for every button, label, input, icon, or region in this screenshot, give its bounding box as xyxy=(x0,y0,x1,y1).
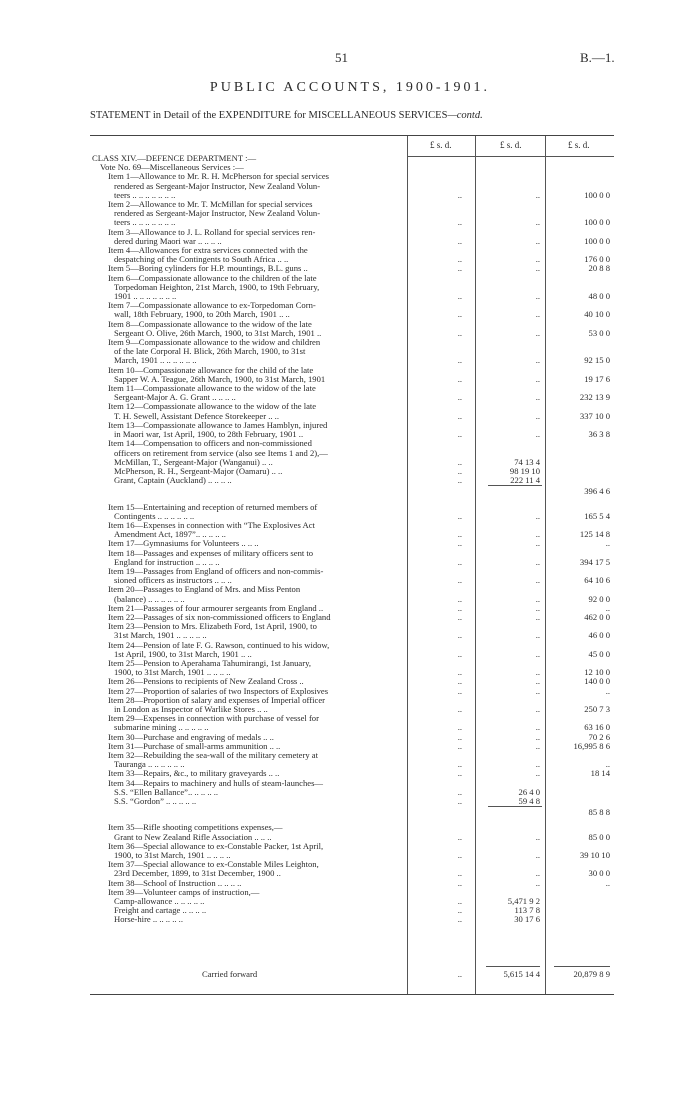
row-amount-c3: 176 0 0 xyxy=(584,254,610,265)
row-amount-c1: .. xyxy=(457,796,462,807)
row-amount-c2: 30 17 6 xyxy=(514,914,540,925)
row-amount-c1: .. xyxy=(457,291,462,302)
row-amount-c2: .. xyxy=(535,731,540,742)
row-amount-c2: .. xyxy=(535,410,540,421)
row-amount-c3: 85 0 0 xyxy=(588,831,610,842)
row-amount-c3: 396 4 6 xyxy=(584,486,610,497)
row-description: Item 30—Purchase and engraving of medals .. .. xyxy=(108,732,274,742)
table-row xyxy=(92,292,614,301)
table-row xyxy=(92,430,614,439)
row-amount-c3: 39 10 10 xyxy=(579,850,610,861)
row-description: Sergeant O. Olive, 26th March, 1900, to 31st March, 1901 .. xyxy=(114,328,322,338)
row-description: Item 13—Compassionate allowance to James Hamblyn, injured xyxy=(108,420,328,430)
row-description: Vote No. 69—Miscellaneous Services :— xyxy=(100,163,244,173)
row-description: McMillan, T., Sergeant-Major (Wanganui) .. .. xyxy=(114,457,273,467)
row-description: McPherson, R. H., Sergeant-Major (Oamaru) .. .. xyxy=(114,466,283,476)
table-row xyxy=(92,264,614,273)
row-amount-c2: .. xyxy=(535,703,540,714)
total-rule xyxy=(554,966,610,967)
row-amount-c2: .. xyxy=(535,602,540,613)
row-description: Item 14—Compensation to officers and non-commissioned xyxy=(108,439,312,449)
row-description: sioned officers as instructors .. .. .. xyxy=(114,576,232,586)
row-amount-c2: 98 19 10 xyxy=(509,465,540,476)
row-amount-c1: .. xyxy=(457,896,462,907)
table-row xyxy=(92,769,614,778)
page-reference: B.—1. xyxy=(580,50,615,65)
row-amount-c2: .. xyxy=(535,538,540,549)
row-amount-c2: 59 4 8 xyxy=(518,796,540,807)
row-amount-c1: .. xyxy=(457,611,462,622)
row-description: Item 36—Special allowance to ex-Constable Packer, 1st April, xyxy=(108,841,324,851)
row-amount-c1: .. xyxy=(457,868,462,879)
row-description: Sergeant-Major A. G. Grant .. .. .. .. xyxy=(114,393,236,403)
table-row xyxy=(92,329,614,338)
row-amount-c3: 85 8 8 xyxy=(588,807,610,818)
row-description: despatching of the Contingents to South Africa .. .. xyxy=(114,255,289,265)
row-amount-c1: .. xyxy=(457,722,462,733)
row-description: Item 24—Pension of late F. G. Rawson, continued to his widow, xyxy=(108,640,330,650)
row-description: Item 19—Passages from England of officers and non-commis- xyxy=(108,566,324,576)
row-amount-c1: .. xyxy=(457,429,462,440)
row-description: Freight and cartage .. .. .. .. xyxy=(114,906,207,916)
table-row xyxy=(92,356,614,365)
row-description: Item 3—Allowance to J. L. Rolland for special services ren- xyxy=(108,227,316,237)
row-amount-c1: .. xyxy=(457,327,462,338)
table-row xyxy=(92,375,614,384)
row-description: Grant, Captain (Auckland) .. .. .. .. xyxy=(114,476,232,486)
row-description: Item 15—Entertaining and reception of returned members of xyxy=(108,502,318,512)
row-amount-c1: .. xyxy=(457,189,462,200)
row-amount-c3: 48 0 0 xyxy=(588,291,610,302)
row-amount-c1: .. xyxy=(457,254,462,265)
row-description: March, 1901 .. .. .. .. .. .. xyxy=(114,356,197,366)
row-description: of the late Corporal H. Blick, 26th March, 1900, to 31st xyxy=(114,347,306,357)
table-row xyxy=(92,879,614,888)
row-amount-c1: .. xyxy=(457,602,462,613)
table-row xyxy=(92,833,614,842)
table-row xyxy=(92,558,614,567)
table-row xyxy=(92,851,614,860)
row-amount-c3: 19 17 6 xyxy=(584,373,610,384)
row-description: Item 29—Expenses in connection with purchase of vessel for xyxy=(108,714,319,724)
table-row xyxy=(92,613,614,622)
row-amount-c1: .. xyxy=(457,355,462,366)
subtitle-text: STATEMENT in Detail of the EXPENDITURE for MISCELLANEOUS SERVICES xyxy=(90,110,448,121)
table-row xyxy=(92,476,614,485)
carried-forward-col2: 5,615 14 4 xyxy=(503,969,540,979)
row-description: Item 27—Proportion of salaries of two Inspectors of Explosives xyxy=(108,686,329,696)
row-amount-c3: .. xyxy=(605,602,610,613)
row-amount-c3: 18 14 xyxy=(590,768,610,779)
row-description xyxy=(92,808,426,817)
table-row xyxy=(92,915,614,924)
row-amount-c2: .. xyxy=(535,630,540,641)
row-amount-c1: .. xyxy=(457,392,462,403)
table-row xyxy=(92,172,614,181)
row-description: Item 31—Purchase of small-arms ammunition .. .. xyxy=(108,741,281,751)
row-amount-c2: .. xyxy=(535,611,540,622)
row-amount-c2: .. xyxy=(535,868,540,879)
row-amount-c3: 63 16 0 xyxy=(584,722,610,733)
row-amount-c1: .. xyxy=(457,263,462,274)
row-amount-c3: 125 14 8 xyxy=(579,529,610,540)
row-amount-c1: .. xyxy=(457,905,462,916)
table-row xyxy=(92,687,614,696)
row-amount-c2: 74 13 4 xyxy=(514,456,540,467)
row-amount-c2: .. xyxy=(535,429,540,440)
table-row xyxy=(92,539,614,548)
row-amount-c1: .. xyxy=(457,309,462,320)
column-header-3: £ s. d. xyxy=(568,140,590,150)
row-amount-c2: 5,471 9 2 xyxy=(507,896,540,907)
row-description: submarine mining .. .. .. .. .. xyxy=(114,723,209,733)
row-description: Item 10—Compassionate allowance for the child of the late xyxy=(108,365,314,375)
document-title: PUBLIC ACCOUNTS, 1900-1901. xyxy=(209,80,491,95)
row-description: Grant to New Zealand Rifle Association .. .. .. xyxy=(114,832,272,842)
statement-subtitle xyxy=(90,110,483,121)
subtotal-rule xyxy=(488,806,542,807)
row-amount-c2: .. xyxy=(535,593,540,604)
row-amount-c3: 64 10 6 xyxy=(584,575,610,586)
row-amount-c2: .. xyxy=(535,254,540,265)
row-description: Camp-allowance .. .. .. .. .. xyxy=(114,897,205,907)
table-row xyxy=(92,797,614,806)
row-amount-c2: .. xyxy=(535,217,540,228)
row-amount-c3: 462 0 0 xyxy=(584,611,610,622)
row-description: rendered as Sergeant-Major Instructor, New Zealand Volun- xyxy=(114,209,321,219)
row-amount-c2: 26 4 0 xyxy=(518,786,540,797)
row-amount-c3: 100 0 0 xyxy=(584,189,610,200)
table-row xyxy=(92,742,614,751)
row-amount-c2: .. xyxy=(535,355,540,366)
row-amount-c1: .. xyxy=(457,703,462,714)
row-description: Item 20—Passages to England of Mrs. and Miss Penton xyxy=(108,585,301,595)
row-amount-c3: 16,995 8 6 xyxy=(573,740,610,751)
row-amount-c1: .. xyxy=(457,510,462,521)
table-row xyxy=(92,512,614,521)
row-description: S.S. “Gordon” .. .. .. .. .. xyxy=(114,797,197,807)
row-description: Contingents .. .. .. .. .. .. xyxy=(114,511,195,521)
row-description: 23rd December, 1899, to 31st December, 1900 .. xyxy=(114,869,281,879)
row-amount-c3: 12 10 0 xyxy=(584,667,610,678)
row-description: Sapper W. A. Teague, 26th March, 1900, to 31st March, 1901 xyxy=(114,374,326,384)
row-amount-c3: 100 0 0 xyxy=(584,217,610,228)
row-amount-c2: .. xyxy=(535,648,540,659)
row-amount-c3: 46 0 0 xyxy=(588,630,610,641)
row-amount-c1: .. xyxy=(457,529,462,540)
table-row xyxy=(92,154,614,163)
row-amount-c3: 45 0 0 xyxy=(588,648,610,659)
row-amount-c1: .. xyxy=(457,676,462,687)
row-amount-c1: .. xyxy=(457,593,462,604)
row-amount-c1: .. xyxy=(457,850,462,861)
table-row xyxy=(92,218,614,227)
row-amount-c1: .. xyxy=(457,667,462,678)
row-amount-c3: 92 15 0 xyxy=(584,355,610,366)
row-description: Tauranga .. .. .. .. .. .. xyxy=(114,760,185,770)
row-amount-c2: .. xyxy=(535,373,540,384)
row-amount-c1: .. xyxy=(457,575,462,586)
row-description: Item 23—Pension to Mrs. Elizabeth Ford, 1st April, 1900, to xyxy=(108,622,317,632)
row-amount-c3: 140 0 0 xyxy=(584,676,610,687)
table-row xyxy=(92,237,614,246)
row-amount-c3: 20 8 8 xyxy=(588,263,610,274)
row-amount-c2: .. xyxy=(535,722,540,733)
row-description: S.S. “Ellen Ballance”.. .. .. .. .. xyxy=(114,787,219,797)
row-description: Item 4—Allowances for extra services connected with the xyxy=(108,246,308,256)
row-amount-c1: .. xyxy=(457,373,462,384)
row-description: Item 35—Rifle shooting competitions expenses,— xyxy=(108,823,283,833)
subtotal-rule xyxy=(486,966,540,967)
row-description: Item 28—Proportion of salary and expenses of Imperial officer xyxy=(108,695,326,705)
row-amount-c1: .. xyxy=(457,831,462,842)
row-amount-c2: 222 11 4 xyxy=(510,475,540,486)
row-description: Item 11—Compassionate allowance to the widow of the late xyxy=(108,384,316,394)
row-amount-c3: 250 7 3 xyxy=(584,703,610,714)
row-amount-c2: .. xyxy=(535,850,540,861)
row-description: Item 32—Rebuilding the sea-wall of the military cemetery at xyxy=(108,751,319,760)
table-row xyxy=(92,274,614,283)
table-row xyxy=(92,705,614,714)
row-amount-c3: 92 0 0 xyxy=(588,593,610,604)
row-description: Item 2—Allowance to Mr. T. McMillan for special services xyxy=(108,200,313,210)
row-amount-c1: .. xyxy=(457,648,462,659)
table-row xyxy=(92,576,614,585)
row-amount-c1: .. xyxy=(457,538,462,549)
row-amount-c1: .. xyxy=(457,235,462,246)
subtotal-rule xyxy=(488,485,542,486)
row-description: 31st March, 1901 .. .. .. .. .. xyxy=(114,631,207,641)
row-amount-c1: .. xyxy=(457,786,462,797)
row-amount-c3: .. xyxy=(605,685,610,696)
row-amount-c1: .. xyxy=(457,475,462,486)
row-amount-c1: .. xyxy=(457,465,462,476)
row-amount-c2: .. xyxy=(535,667,540,678)
row-description: teers .. .. .. .. .. .. .. xyxy=(114,218,176,228)
row-description: CLASS XIV.—DEFENCE DEPARTMENT :— xyxy=(92,154,257,163)
row-amount-c1: .. xyxy=(457,456,462,467)
table-row xyxy=(92,163,614,172)
table-row xyxy=(92,631,614,640)
carried-forward-row xyxy=(92,970,614,979)
table-row xyxy=(92,310,614,319)
row-amount-c2: .. xyxy=(535,291,540,302)
row-description: T. H. Sewell, Assistant Defence Storekeeper .. .. xyxy=(114,411,279,421)
row-description: Item 25—Pension to Aperahama Tahumirangi, 1st January, xyxy=(108,658,311,668)
row-description: Amendment Act, 1897”.. .. .. .. .. xyxy=(114,530,226,540)
row-amount-c3: 70 2 6 xyxy=(588,731,610,742)
row-amount-c1: .. xyxy=(457,877,462,888)
row-amount-c2: .. xyxy=(535,759,540,770)
row-amount-c1: .. xyxy=(457,556,462,567)
row-amount-c1: .. xyxy=(457,217,462,228)
row-description: teers .. .. .. .. .. .. .. xyxy=(114,190,176,200)
row-amount-c3: 30 0 0 xyxy=(588,868,610,879)
row-description: 1900, to 31st March, 1901 .. .. .. .. xyxy=(114,851,231,861)
row-amount-c3: 394 17 5 xyxy=(579,556,610,567)
row-description: Item 12—Compassionate allowance to the widow of the late xyxy=(108,402,317,412)
row-amount-c3: 232 13 9 xyxy=(579,392,610,403)
row-description: in Maori war, 1st April, 1900, to 28th February, 1901 .. xyxy=(114,430,304,440)
row-amount-c2: .. xyxy=(535,309,540,320)
row-amount-c2: .. xyxy=(535,676,540,687)
table-row xyxy=(92,338,614,347)
table-row xyxy=(92,412,614,421)
row-amount-c1: .. xyxy=(457,731,462,742)
column-header-1: £ s. d. xyxy=(430,140,452,150)
row-amount-c3: .. xyxy=(605,538,610,549)
row-description: Item 9—Compassionate allowance to the widow and children xyxy=(108,338,321,348)
row-amount-c2: .. xyxy=(535,327,540,338)
row-description: Item 39—Volunteer camps of instruction,— xyxy=(108,887,260,897)
row-amount-c1: .. xyxy=(457,630,462,641)
row-amount-c3: .. xyxy=(605,877,610,888)
row-description: 1st April, 1900, to 31st March, 1901 .. .. xyxy=(114,649,252,659)
row-amount-c2: .. xyxy=(535,740,540,751)
row-description: Item 37—Special allowance to ex-Constable Miles Leighton, xyxy=(108,860,319,870)
row-description: Item 5—Boring cylinders for H.P. mountings, B.L. guns .. xyxy=(108,264,308,274)
table-row xyxy=(92,191,614,200)
row-amount-c1: .. xyxy=(457,759,462,770)
row-description: Torpedoman Heighton, 21st March, 1900, to 19th February, xyxy=(114,282,320,292)
row-amount-c1: .. xyxy=(457,410,462,421)
row-description: Item 6—Compassionate allowance to the children of the late xyxy=(108,273,317,283)
table-body xyxy=(92,154,614,925)
row-description: Item 8—Compassionate allowance to the widow of the late xyxy=(108,319,312,329)
row-description: in London as Inspector of Warlike Stores .. .. xyxy=(114,704,268,714)
row-description: Item 16—Expenses in connection with “The Explosives Act xyxy=(108,520,315,530)
row-description: Item 1—Allowance to Mr. R. H. McPherson for special services xyxy=(108,172,329,182)
row-description: rendered as Sergeant-Major Instructor, New Zealand Volun- xyxy=(114,181,321,191)
row-description xyxy=(92,487,426,496)
row-amount-c3: 53 0 0 xyxy=(588,327,610,338)
row-amount-c2: .. xyxy=(535,510,540,521)
row-description: 1901 .. .. .. .. .. .. .. xyxy=(114,292,177,302)
row-amount-c2: .. xyxy=(535,392,540,403)
table-row xyxy=(92,200,614,209)
row-amount-c2: .. xyxy=(535,235,540,246)
table-row xyxy=(92,650,614,659)
row-amount-c2: .. xyxy=(535,877,540,888)
page-number: 51 xyxy=(335,50,348,65)
row-description: wall, 18th February, 1900, to 20th March, 1901 .. .. xyxy=(114,310,290,320)
row-amount-c1: .. xyxy=(457,685,462,696)
table-row xyxy=(92,439,614,448)
row-amount-c2: .. xyxy=(535,768,540,779)
carried-forward-label: Carried forward xyxy=(202,970,258,979)
row-description: officers on retirement from service (also see Items 1 and 2),— xyxy=(114,448,328,458)
carried-forward-col1: .. xyxy=(457,969,462,979)
row-description: England for instruction .. .. .. .. xyxy=(114,557,220,567)
column-header-2: £ s. d. xyxy=(500,140,522,150)
row-description: Item 18—Passages and expenses of military officers sent to xyxy=(108,548,314,558)
row-description: Item 22—Passages of six non-commissioned officers to England xyxy=(108,612,331,622)
table-row xyxy=(92,393,614,402)
row-amount-c2: .. xyxy=(535,189,540,200)
row-description: Item 17—Gymnasiums for Volunteers .. .. .. xyxy=(108,539,259,549)
subtitle-suffix: —contd. xyxy=(447,110,483,121)
carried-forward-col3: 20,879 8 9 xyxy=(573,969,610,979)
row-amount-c3: 165 5 4 xyxy=(584,510,610,521)
row-amount-c2: .. xyxy=(535,263,540,274)
row-description: dered during Maori war .. .. .. .. xyxy=(114,236,222,246)
row-amount-c3: 100 0 0 xyxy=(584,235,610,246)
row-amount-c3: 337 10 0 xyxy=(579,410,610,421)
row-description: (balance) .. .. .. .. .. .. xyxy=(114,594,185,604)
row-amount-c2: 113 7 8 xyxy=(514,905,540,916)
row-amount-c2: .. xyxy=(535,556,540,567)
table-row xyxy=(92,808,614,817)
row-amount-c2: .. xyxy=(535,831,540,842)
row-description: 1900, to 31st March, 1901 .. .. .. .. xyxy=(114,668,231,678)
row-amount-c2: .. xyxy=(535,685,540,696)
row-description: Item 33—Repairs, &c., to military graveyards .. .. xyxy=(108,769,280,779)
row-amount-c1: .. xyxy=(457,914,462,925)
row-amount-c2: .. xyxy=(535,529,540,540)
row-amount-c2: .. xyxy=(535,575,540,586)
row-amount-c1: .. xyxy=(457,768,462,779)
row-description: Item 34—Repairs to machinery and hulls of steam-launches— xyxy=(108,778,324,788)
row-amount-c1: .. xyxy=(457,740,462,751)
row-description: Item 7—Compassionate allowance to ex-Torpedoman Corn- xyxy=(108,301,316,311)
row-amount-c3: 36 3 8 xyxy=(588,429,610,440)
row-description: Item 26—Pensions to recipients of New Zealand Cross .. xyxy=(108,677,304,687)
row-amount-c3: 40 10 0 xyxy=(584,309,610,320)
row-description: Horse-hire .. .. .. .. .. xyxy=(114,915,183,925)
row-description: Item 38—School of Instruction .. .. .. .. xyxy=(108,878,242,888)
expenditure-table xyxy=(90,135,614,995)
row-amount-c3: .. xyxy=(605,759,610,770)
table-row xyxy=(92,487,614,496)
row-description: Item 21—Passages of four armourer sergeants from England .. xyxy=(108,603,324,613)
